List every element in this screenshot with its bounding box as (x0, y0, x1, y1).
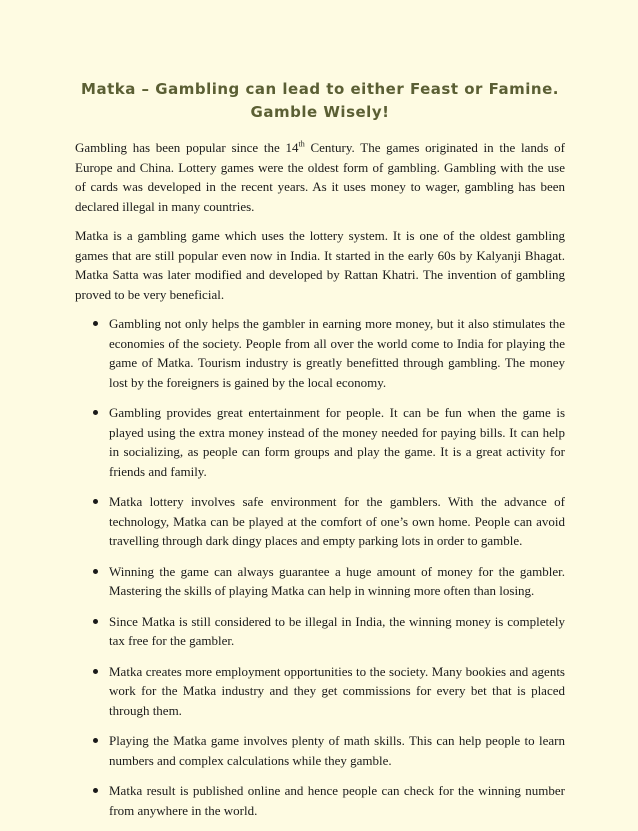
bullet-icon (93, 499, 98, 504)
title-line-2: Gamble Wisely! (250, 103, 390, 121)
list-item (75, 492, 565, 551)
bullet-icon (93, 321, 98, 326)
list-item-text: Matka creates more employment opportunities to the society. Many bookies and agents work for the Matka industry and they get commissions for every bet that is placed through them. (109, 663, 565, 718)
list-item-text: Winning the game can always guarantee a huge amount of money for the gambler. Mastering the skills of playing Matka can help in winning more often than losing. (109, 563, 565, 598)
bullet-icon (93, 669, 98, 674)
list-item (75, 314, 565, 392)
list-item (75, 612, 565, 651)
list-item-text: Since Matka is still considered to be illegal in India, the winning money is completely tax free for the gambler. (109, 613, 565, 648)
list-item (75, 662, 565, 721)
list-item (75, 731, 565, 770)
ordinal-superscript: th (298, 139, 305, 149)
list-item-text: Gambling not only helps the gambler in earning more money, but it also stimulates the economies of the society. People from all over the world come to India for playing the game of Matka. Tourism industry is greatly benefitted through gambling. The money lost by the foreigners is gained by the local economy. (109, 316, 565, 390)
bullet-icon (93, 738, 98, 743)
list-item (75, 403, 565, 481)
list-item-text: Gambling provides great entertainment for people. It can be fun when the game is played using the extra money instead of the money needed for paying bills. It can help in socializing, as people can form groups and play the game. It is a great activity for friends and family. (109, 405, 565, 479)
list-item-text: Matka lottery involves safe environment for the gamblers. With the advance of technology, Matka can be played at the comfort of one’s own home. People can avoid travelling through dark dingy places and empty parking lots in order to gamble. (109, 494, 565, 548)
document-title (75, 78, 565, 124)
benefits-list (75, 314, 565, 820)
intro-text-start: Gambling has been popular since the 14 (75, 140, 299, 155)
bullet-icon (93, 410, 98, 415)
matka-paragraph: Matka is a gambling game which uses the lottery system. It is one of the oldest gambling games that are still popular even now in India. It started in the early 60s by Kalyanji Bhagat. Matka Satta was later modified and developed by Rattan Khatri. The invention of gambling proved to be very beneficial. (75, 228, 565, 302)
list-item (75, 781, 565, 820)
title-line-1: Matka – Gambling can lead to either Feast or Famine. (81, 80, 559, 98)
list-item (75, 562, 565, 601)
document-page (75, 78, 565, 831)
intro-text-end: Century. The games originated in the lands of Europe and China. Lottery games were the oldest form of gambling. Gambling with the use of cards was developed in the recent years. As it uses money to wager, gambling has been declared illegal in many countries. (75, 140, 565, 214)
intro-paragraph (75, 138, 565, 216)
bullet-icon (93, 619, 98, 624)
list-item-text: Playing the Matka game involves plenty of math skills. This can help people to learn numbers and complex calculations while they gamble. (109, 733, 565, 768)
list-item-text: Matka result is published online and hence people can check for the winning number from anywhere in the world. (109, 783, 565, 818)
bullet-icon (93, 788, 98, 793)
bullet-icon (93, 569, 98, 574)
